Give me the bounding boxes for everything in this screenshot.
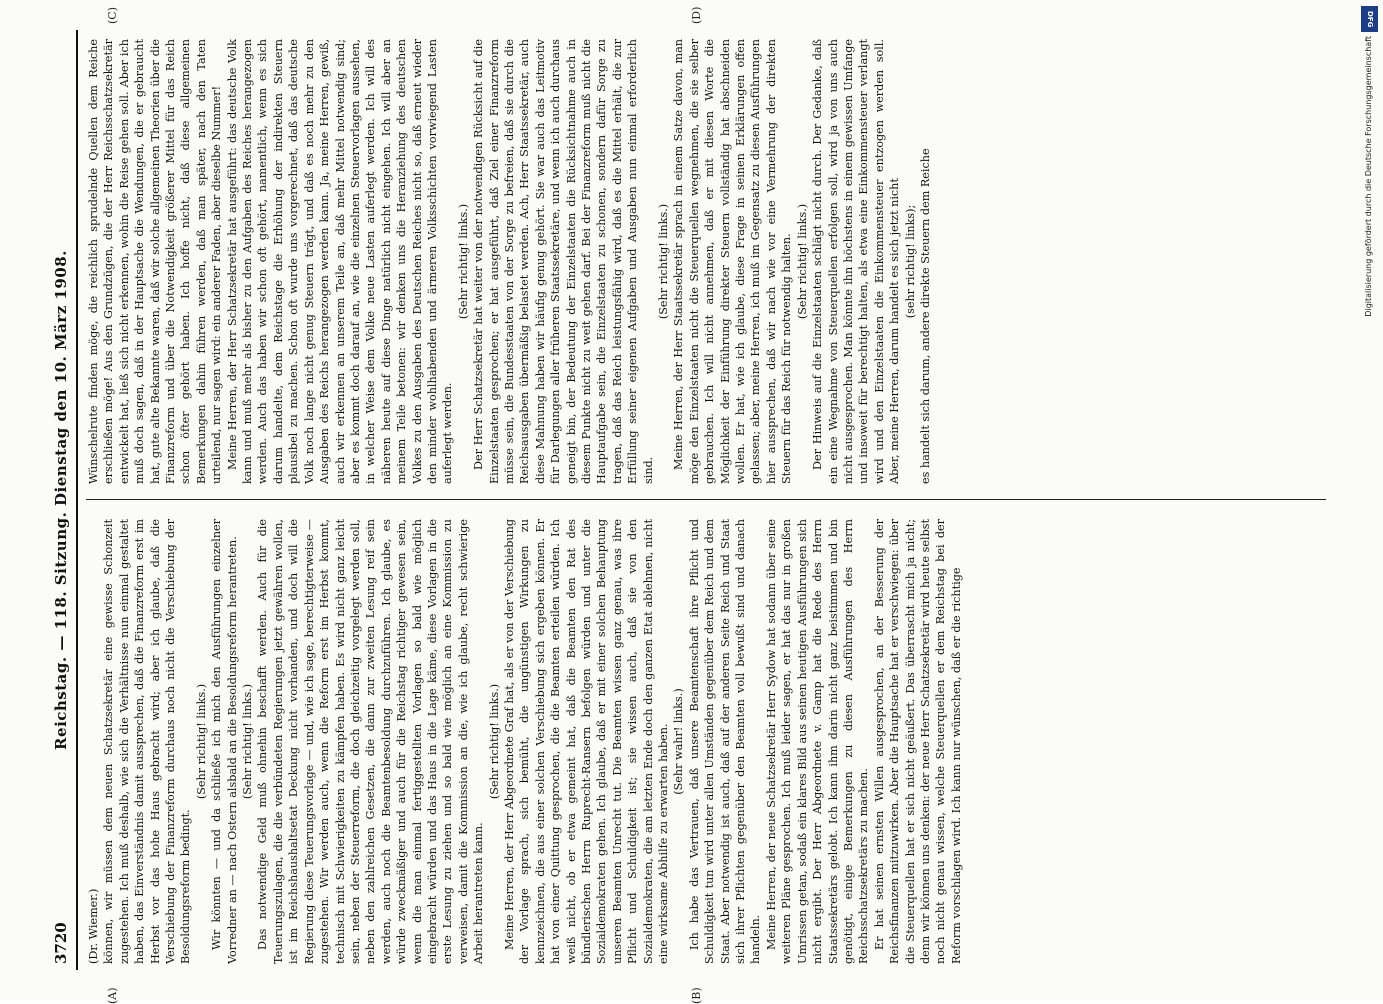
page-header: [50, 30, 78, 970]
interjection: (Sehr richtig! links.): [657, 203, 671, 320]
interjection: (Sehr richtig! links.): [795, 203, 809, 320]
interjection: (Sehr richtig! links.): [456, 203, 470, 320]
left-column: [86, 519, 1326, 964]
margin-marker-a: (A): [106, 987, 119, 1004]
interjection: (Sehr richtig! links.): [487, 683, 501, 800]
paragraph: Meine Herren, der Herr Abgeordnete Graf hat, als er von der Verschiebung der Vorlage sprach, sich bemüht, die ungünstigen Wirkungen zu kennzeichnen, die aus einer solchen Verschiebung sich ergeben können. Er hat von einer Quittung gesprochen, die die Beamten erteilen würden. Ich weiß nicht, ob er etwa gemeint hat, daß die Beamten den Rat des bündlerischen Herrn Ruprecht-Ransern befolgen würden und unter die Sozialdemokraten gehen. Ich glaube, daß er mit einer solchen Behauptung unseren Beamten Unrecht tut. Die Beamten wissen ganz genau, was ihre Pflicht und Schuldigkeit ist; sie wissen auch, daß sie von den Sozialdemokraten, die am letzten Ende doch den ganzen Etat ablehnen, nicht eine wirksame Abhilfe zu erwarten haben.: [502, 519, 671, 964]
paragraph: Er hat seinen ernsten Willen ausgesprochen, an der Besserung der Reichsfinanzen mitzuwirken. Aber die Hauptsache hat er verschwiegen: über die Steuerquellen hat er sich nicht geäußert. Das überrascht mich ja nicht; denn wir können uns denken: der neue Herr Schatzsekretär wird heute selbst noch nicht genau wissen, welche Steuerquellen er dem Reichstag bei der Reform vorschlagen wird. Ich kann nur wünschen, daß er die richtige: [872, 519, 963, 964]
paragraph: Wir könnten — und da schließe ich mich den Ausführungen einzelner Vorredner an — nach Ostern alsbald an die Besoldungsreform herantreten.: [210, 519, 239, 964]
interjection: (Sehr richtig! links.): [194, 683, 208, 800]
margin-marker-d: (D): [690, 6, 703, 24]
page-number: 3720: [52, 922, 70, 964]
paragraph: Der Hinweis auf die Einzelstaaten schlägt nicht durch. Der Gedanke, daß ein eine Wegnahme von Steuerquellen erfolgen soll, wird ja von uns auch nicht ausgesprochen. Man könnte ihn höchstens in einem gewissen Umfange und insoweit für berechtigt halten, als etwa eine Einkommensteuer verlangt wird und den Einzelstaaten die Einkommensteuer entzogen werden soll. Aber, meine Herren, darum handelt es sich jetzt nicht: [811, 39, 902, 484]
paragraph: Meine Herren, der Herr Staatssekretär sprach in einem Satze davon, man möge den Einzelstaaten nicht die Steuerquellen wegnehmen, die sie selber gebrauchen. Ich will nicht annehmen, daß er mit diesen Worte die Möglichkeit der Einführung direkter Steuern vollständig hat abschneiden wollen. Er hat, wie ich glaube, diese Frage in seinen Erklärungen offen gelassen; aber, meine Herren, ich muß im Gegensatz zu diesen Ausführungen hier aussprechen, daß wir nach wie vor eine Vermehrung der direkten Steuern für das Reich für notwendig halten.: [672, 39, 794, 484]
interjection: (Sehr richtig! links.): [241, 683, 255, 800]
right-column: [86, 39, 1326, 484]
paragraph: können, wir müssen dem neuen Schatzsekretär eine gewisse Schonzeit zugestehen. Ich muß deshalb, wie sich die Verhältnisse nun einmal gestaltet haben, das Einverständnis damit aussprechen, daß die Finanzreform erst im Herbst vor das hohe Haus gebracht wird; aber ich glaube, daß die Verschiebung der Finanzreform durchaus noch nicht die Verschiebung der Besoldungsreform bedingt.: [102, 519, 193, 964]
paragraph: Ich habe das Vertrauen, daß unsere Beamtenschaft ihre Pflicht und Schuldigkeit tun wird unter allen Umständen gegenüber dem Reich und dem Staat. Aber notwendig ist auch, daß auf der anderen Seite Reich und Staat sich ihrer Pflichten gegenüber den Beamten voll bewußt sind und danach handeln.: [687, 519, 763, 964]
document-page: [50, 6, 1340, 1004]
paragraph: Wünschelrute finden möge, die reichlich sprudelnde Quellen dem Reiche erschließen möge! Aus den Grundzügen, die der Herr Reichsschatzsekretär entwickelt hat, ließ sich nicht erkennen, wohin die Reise gehen soll. Aber ich muß doch sagen, daß in der Hauptsache die Wendungen, die er gebraucht hat, gute alte Bekannte waren, daß wir solche allgemeinen Theorien über die Finanzreform und über die Notwendigkeit größerer Mittel für das Reich schon öfter gehört haben. Ich hoffe nicht, daß diese allgemeinen Bemerkungen dahin führen werden, daß man später, nach den Taten urteilend, nur sagen wird: ein anderer Faden, aber dieselbe Nummer!: [87, 39, 224, 484]
funding-note: Digitalisierung gefördert durch die Deutsche Forschungsgemeinschaft: [1364, 36, 1373, 317]
interjection: (Sehr wahr! links.): [672, 688, 686, 795]
margin-marker-c: (C): [106, 7, 119, 24]
paragraph: Meine Herren, der neue Schatzsekretär Herr Sydow hat sodann über seine weiteren Pläne gesprochen. Ich muß leider sagen, er hat das nur in großen Umrissen getan, sodaß ein klares Bild aus seinen heutigen Ausführungen sich nicht ergibt. Der Herr Abgeordnete v. Gamp hat die Rede des Herrn Staatssekretärs gelobt. Ich kann ihm darin nicht ganz beistimmen und bin genötigt, einige Bemerkungen zu diesen Ausführungen des Herrn Reichsschatzsekretärs zu machen.: [764, 519, 871, 964]
paragraph: es handelt sich darum, andere direkte Steuern dem Reiche: [918, 148, 932, 484]
column-divider: [86, 499, 1326, 500]
margin-marker-b: (B): [690, 987, 703, 1004]
dfg-logo: DFG: [1361, 6, 1378, 32]
interjection: (sehr richtig! links);: [903, 204, 917, 319]
paragraph: Der Herr Schatzsekretär hat weiter von der notwendigen Rücksicht auf die Einzelstaaten gesprochen; er hat ausgeführt, daß Ziel einer Finanzreform müsse sein, die Bundesstaaten von der Sorge zu befreien, daß sie durch die Reichsausgaben übermäßig belastet werden. Ach, Herr Staatssekretär, auch diese Mahnung haben wir häufig genug gehört. Sie war auch das Leitmotiv für Darlegungen aller früheren Staatssekretäre, und wenn ich auch durchaus geneigt bin, der Bedeutung der Einzelstaaten die Rücksichtnahme auch in diesem Punkte nicht zu weit gehen darf. Bei der Finanzreform muß nicht die Hauptaufgabe sein, die Einzelstaaten zu schonen, sondern dafür Sorge zu tragen, daß das Reich leistungsfähig wird, daß es die Mittel erhält, die zur Erfüllung seiner eigenen Aufgaben und Ausgaben nun einmal erforderlich sind.: [472, 39, 655, 484]
speaker-label: (Dr. Wiemer.): [87, 888, 100, 964]
paragraph: Das notwendige Geld muß ohnehin beschafft werden. Auch für die Teuerungszulagen, die die verbündeten Regierungen jetzt gewähren wollen, ist im Reichshaushaltsetat Deckung nicht vorhanden, und doch will die Regierung diese Teuerungsvorlage — und, wie ich sage, berechtigterweise — zugestehen. Wir werden auch, wenn die Reform erst im Herbst kommt, technisch mit Schwierigkeiten zu kämpfen haben. Es wird nicht ganz leicht sein, neben der Steuerreform, die doch gleichzeitig vorgelegt werden soll, neben den zahlreichen Gesetzen, die dann zur zweiten Lesung reif sein werden, auch noch die Beamtenbesoldung durchzuführen. Ich glaube, es würde zweckmäßiger und auch für die Reichstag richtiger gewesen sein, wenn die man einmal fertiggestellten Vorlagen so bald wie möglich eingebracht würden und das Haus in die Lage käme, diese Vorlagen in die erste Lesung zu ziehen und so bald wie möglich an eine Kommission zu verweisen, damit die Kommission an die, wie ich glaube, recht schwierige Arbeit herantreten kann.: [256, 519, 486, 964]
page-title: Reichstag. — 118. Sitzung. Dienstag den 10. März 1908.: [52, 250, 70, 750]
paragraph: Meine Herren, der Herr Schatzsekretär hat ausgeführt: das deutsche Volk kann und muß mehr als bisher zu den Aufgaben des Reiches herangezogen werden. Auch das haben wir schon oft gehört, namentlich, wenn es sich darum handelte, dem Reichstage die Erhöhung der indirekten Steuern plausibel zu machen. Schon oft wurde uns vorgerechnet, daß das deutsche Volk noch lange nicht genug Steuern trägt, und daß es noch mehr zu den Ausgaben des Reichs herangezogen werden kann. Ja, meine Herren, gewiß, auch wir erkennen an unserem Teile an, daß mehr Mittel notwendig sind; aber es kommt doch darauf an, wie die einzelnen Steuervorlagen aussehen, in welcher Weise dem Volke neue Lasten auferlegt werden. Ich will des näheren heute auf diese Dinge natürlich nicht eingehen. Ich will aber an meinem Teile betonen: wir denken uns die Heranziehung des deutschen Volkes zu den Ausgaben des Deutschen Reiches nicht so, daß erneut wieder den minder wohlhabenden und ärmeren Volksschichten vorwiegend Lasten auferlegt werden.: [225, 39, 455, 484]
